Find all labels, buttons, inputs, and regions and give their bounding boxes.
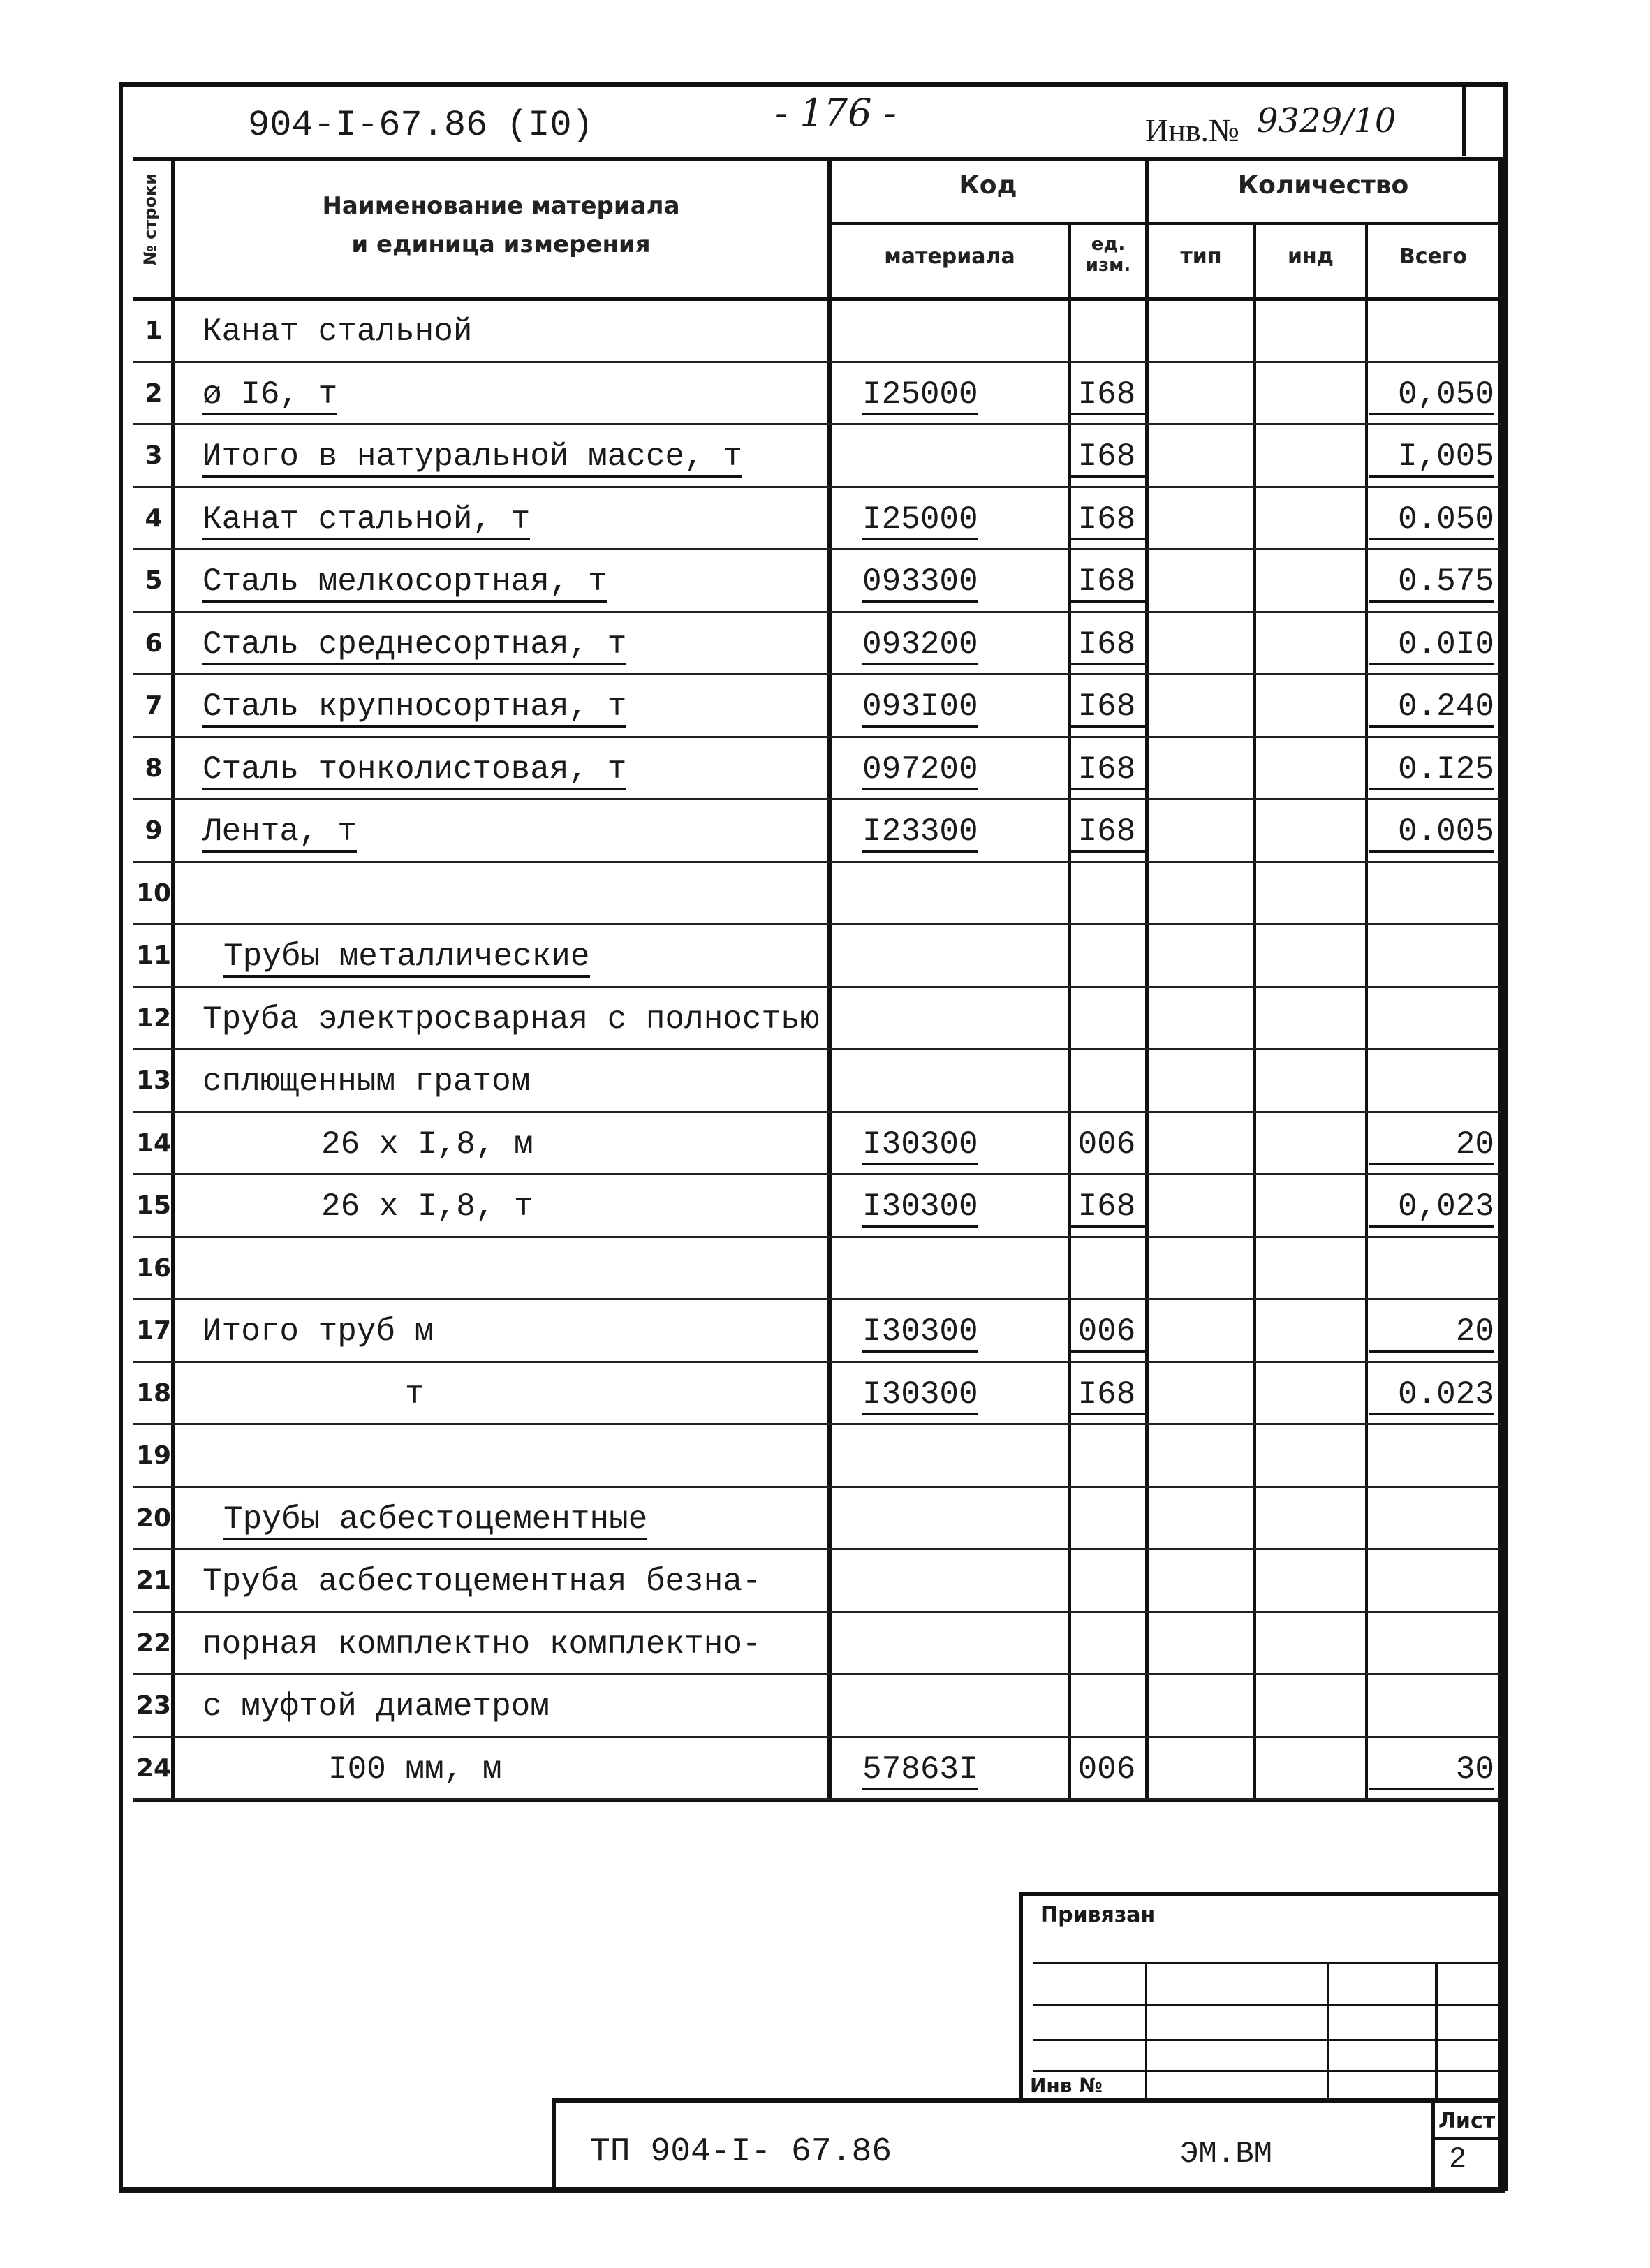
table-row <box>133 1301 1501 1364</box>
row-name: порная комплектно комплектно- <box>202 1626 762 1663</box>
table-row <box>133 1114 1501 1177</box>
row-material-code: I25000 <box>862 501 978 540</box>
row-separator <box>133 798 1501 800</box>
col-qty-total: Всего <box>1399 244 1468 269</box>
row-unit-code: I68 <box>1068 1376 1145 1415</box>
stamp-vline-1 <box>1145 1962 1147 2102</box>
col-qty-type: тип <box>1180 244 1222 269</box>
row-number: 22 <box>135 1628 172 1658</box>
row-separator <box>133 1361 1501 1363</box>
row-separator <box>133 1673 1501 1675</box>
row-material-code: 57863I <box>862 1751 978 1790</box>
table-row <box>133 801 1501 864</box>
row-name: I00 мм, м <box>328 1751 502 1788</box>
row-unit-code: 006 <box>1077 1751 1136 1788</box>
table-row <box>133 1551 1501 1614</box>
col-rownum <box>126 161 175 293</box>
row-name: Сталь тонколистовая, т <box>202 751 626 790</box>
row-separator <box>133 1111 1501 1113</box>
row-name: Сталь среднесортная, т <box>202 626 626 665</box>
col-qty: Количество <box>1237 171 1409 200</box>
row-name: с муфтой диаметром <box>202 1688 550 1725</box>
table-row <box>133 989 1501 1052</box>
row-number: 1 <box>145 316 163 345</box>
row-name: Итого труб м <box>202 1313 434 1350</box>
row-name: ø I6, т <box>202 376 337 415</box>
doc-title: ТП 904-I- 67.86 <box>590 2133 892 2171</box>
doc-code: 904-I-67.86 <box>248 105 488 146</box>
row-material-code: I23300 <box>862 813 978 853</box>
row-material-code: 093300 <box>862 564 978 603</box>
title-block-sheet-line <box>1431 2098 1435 2189</box>
row-name: Сталь мелкосортная, т <box>202 564 607 603</box>
row-name: Трубы металлические <box>223 938 590 978</box>
row-number: 18 <box>135 1378 172 1408</box>
row-number: 12 <box>135 1003 172 1033</box>
row-number: 19 <box>135 1441 172 1470</box>
row-total: 0,023 <box>1369 1188 1494 1228</box>
row-number: 6 <box>145 628 163 658</box>
sheet-number: 2 <box>1449 2142 1467 2176</box>
table-row <box>133 864 1501 927</box>
attached-label: Привязан <box>1040 1903 1156 1927</box>
row-name: Трубы асбестоцементные <box>223 1501 647 1540</box>
stamp-line-2 <box>1033 2004 1501 2006</box>
row-number: 23 <box>135 1691 172 1720</box>
row-number: 5 <box>145 566 163 595</box>
col-code-unit: ед. изм. <box>1085 234 1131 276</box>
row-separator <box>133 1173 1501 1175</box>
row-separator <box>133 861 1501 863</box>
table-row <box>133 739 1501 802</box>
sheet-label: Лист <box>1438 2109 1496 2133</box>
table-row <box>133 551 1501 614</box>
page-mark: - 176 - <box>775 91 897 135</box>
table-row <box>133 1051 1501 1114</box>
row-unit-code: I68 <box>1068 501 1145 540</box>
stamp-left-line <box>1019 1892 1023 2102</box>
stamp-top-line <box>1019 1892 1501 1896</box>
row-total: 30 <box>1369 1751 1494 1790</box>
table-row <box>133 1239 1501 1302</box>
table-top-line <box>133 157 1501 161</box>
row-material-code: I30300 <box>862 1126 978 1165</box>
col-code: Код <box>959 171 1017 200</box>
row-total: 20 <box>1369 1313 1494 1353</box>
row-name: Труба асбестоцементная безна- <box>202 1563 762 1600</box>
table-row <box>133 1426 1501 1489</box>
row-total: 0.0I0 <box>1369 626 1494 665</box>
row-number: 9 <box>145 816 163 845</box>
row-number: 13 <box>135 1066 172 1095</box>
row-separator <box>133 1298 1501 1300</box>
table-row <box>133 426 1501 489</box>
table-row <box>133 1489 1501 1552</box>
stamp-line-3 <box>1033 2039 1501 2041</box>
col-code-material: материала <box>884 244 1015 269</box>
row-number: 15 <box>135 1191 172 1220</box>
row-name: Лента, т <box>202 813 357 853</box>
title-block-top <box>552 2098 1501 2103</box>
table-row <box>133 1739 1501 1802</box>
stamp-vline-3 <box>1435 1962 1438 2102</box>
page-bottom-border <box>119 2187 1505 2193</box>
row-separator <box>133 986 1501 988</box>
row-separator <box>133 486 1501 488</box>
row-separator <box>133 611 1501 613</box>
inv-label: Инв.№ <box>1145 112 1239 148</box>
row-material-code: I30300 <box>862 1313 978 1353</box>
row-name: Труба электросварная с полностью <box>202 1001 820 1038</box>
col-name-line1: Наименование материала <box>322 192 680 220</box>
row-number: 11 <box>135 941 172 970</box>
row-name: сплющенным гратом <box>202 1063 531 1100</box>
table-row <box>133 676 1501 739</box>
row-separator <box>133 423 1501 425</box>
row-name: Канат стальной, т <box>202 501 530 540</box>
stamp-line-4 <box>1033 2070 1501 2072</box>
top-right-tick <box>1462 82 1466 156</box>
row-separator <box>133 548 1501 550</box>
stamp-vline-2 <box>1327 1962 1329 2102</box>
table-row <box>133 364 1501 427</box>
row-unit-code: I68 <box>1068 1188 1145 1228</box>
row-separator <box>133 1423 1501 1425</box>
row-material-code: I25000 <box>862 376 978 415</box>
row-unit-code: I68 <box>1068 688 1145 728</box>
table-row <box>133 301 1501 364</box>
row-total: 0.023 <box>1369 1376 1494 1415</box>
table-row <box>133 926 1501 989</box>
row-unit-code: I68 <box>1068 439 1145 478</box>
table-row <box>133 1364 1501 1427</box>
row-number: 14 <box>135 1128 172 1158</box>
row-separator <box>133 1548 1501 1550</box>
doc-mark: ЭМ.ВМ <box>1180 2137 1273 2172</box>
row-unit-code: 006 <box>1077 1126 1136 1163</box>
row-separator <box>133 1798 1501 1800</box>
row-total: 20 <box>1369 1126 1494 1165</box>
row-number: 17 <box>135 1316 172 1345</box>
row-unit-code: I68 <box>1068 564 1145 603</box>
row-number: 2 <box>145 378 163 408</box>
row-number: 21 <box>135 1566 172 1595</box>
row-number: 24 <box>135 1753 172 1783</box>
row-separator <box>133 736 1501 738</box>
row-number: 20 <box>135 1503 172 1533</box>
row-unit-code: I68 <box>1068 813 1145 853</box>
row-separator <box>133 1048 1501 1050</box>
table-row <box>133 614 1501 677</box>
row-separator <box>133 673 1501 675</box>
row-unit-code: I68 <box>1068 376 1145 415</box>
row-material-code: 097200 <box>862 751 978 790</box>
row-total: 0.240 <box>1369 688 1494 728</box>
row-separator <box>133 361 1501 363</box>
row-name: т <box>405 1376 425 1413</box>
doc-part: (I0) <box>506 105 594 146</box>
row-total: I,005 <box>1369 439 1494 478</box>
stamp-line-1 <box>1033 1962 1501 1964</box>
row-total: 0.005 <box>1369 813 1494 853</box>
inv-no-label: Инв № <box>1030 2074 1103 2097</box>
table-row <box>133 1176 1501 1239</box>
row-number: 16 <box>135 1253 172 1283</box>
row-separator <box>133 1736 1501 1738</box>
row-separator <box>133 1611 1501 1613</box>
row-number: 3 <box>145 441 163 470</box>
row-name: Канат стальной <box>202 314 473 350</box>
sheet-divider <box>1431 2137 1501 2140</box>
row-number: 8 <box>145 753 163 783</box>
row-separator <box>133 1486 1501 1488</box>
row-name: Итого в натуральной массе, т <box>202 439 742 478</box>
row-name: 26 x I,8, м <box>321 1126 533 1163</box>
table-row <box>133 489 1501 552</box>
col-rownum-label: № строки <box>140 172 160 266</box>
row-number: 10 <box>135 878 172 908</box>
table-row <box>133 1614 1501 1677</box>
inv-number: 9329/10 <box>1257 101 1397 140</box>
row-unit-code: I68 <box>1068 626 1145 665</box>
col-name-line2: и единица измерения <box>351 230 651 258</box>
row-total: 0.I25 <box>1369 751 1494 790</box>
row-separator <box>133 923 1501 925</box>
row-unit-code: I68 <box>1068 751 1145 790</box>
row-material-code: I30300 <box>862 1188 978 1228</box>
row-number: 7 <box>145 691 163 720</box>
row-material-code: 093200 <box>862 626 978 665</box>
col-qty-ind: инд <box>1288 244 1334 269</box>
table-row <box>133 1676 1501 1739</box>
row-unit-code: 006 <box>1068 1313 1145 1353</box>
row-number: 4 <box>145 503 163 533</box>
row-material-code: 093I00 <box>862 688 978 728</box>
row-separator <box>133 1236 1501 1238</box>
row-name: Сталь крупносортная, т <box>202 688 626 728</box>
row-material-code: I30300 <box>862 1376 978 1415</box>
row-total: 0.050 <box>1369 501 1494 540</box>
row-total: 0,050 <box>1369 376 1494 415</box>
title-block-left <box>552 2098 556 2189</box>
row-total: 0.575 <box>1369 564 1494 603</box>
code-sub-line <box>831 222 1501 225</box>
row-name: 26 x I,8, т <box>321 1188 533 1225</box>
top-border <box>119 82 1466 87</box>
